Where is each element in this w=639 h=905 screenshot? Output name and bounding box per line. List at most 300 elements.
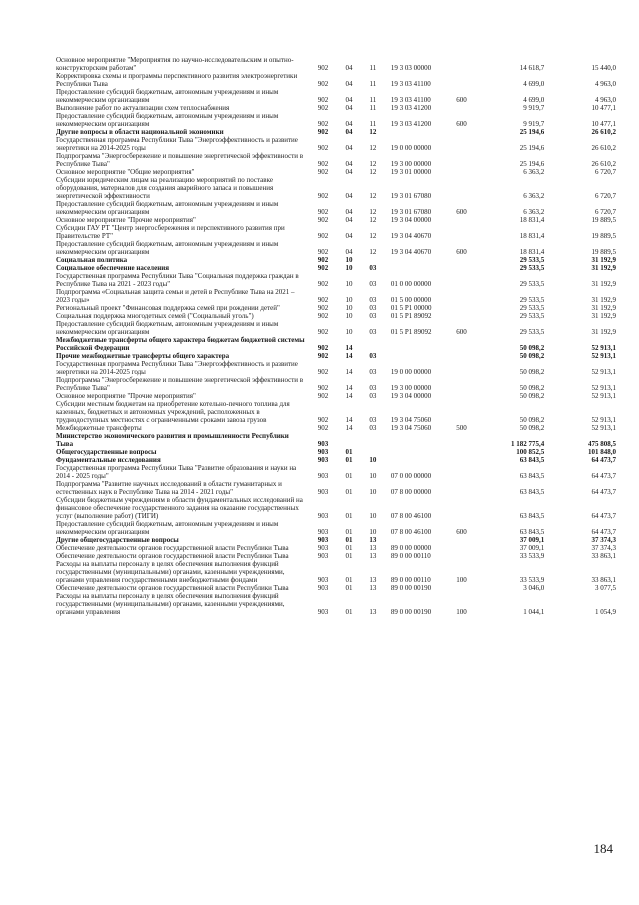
row-name: Министерство экономического развития и промышленности Республики Тыва xyxy=(56,432,289,448)
table-row xyxy=(56,592,616,616)
section-code: 04 xyxy=(345,208,353,216)
section-code: 14 xyxy=(345,384,353,392)
grbs-code: 902 xyxy=(317,120,329,128)
table-row xyxy=(56,72,616,88)
subsection-code: 13 xyxy=(369,608,377,616)
amount-year-2: 10 477,1 xyxy=(591,104,616,112)
amount-year-1: 33 533,9 xyxy=(519,576,545,584)
table-row xyxy=(56,128,616,136)
row-name: Предоставление субсидий бюджетным, автономным учреждениям и иным некоммерческим организациям xyxy=(56,200,279,216)
table-row xyxy=(56,496,616,520)
amount-year-1: 6 363,2 xyxy=(523,192,545,200)
section-code: 04 xyxy=(345,96,353,104)
row-name: Фундаментальные исследования xyxy=(56,456,161,464)
amount-year-1: 50 098,2 xyxy=(519,368,545,376)
section-code: 04 xyxy=(345,232,353,240)
grbs-code: 902 xyxy=(317,80,329,88)
table-row xyxy=(56,272,616,288)
subsection-code: 11 xyxy=(369,120,377,128)
amount-year-2: 31 192,9 xyxy=(591,256,616,264)
grbs-code: 902 xyxy=(317,280,329,288)
row-name: Субсидии местным бюджетам на приобретение котельно-печного топлива для казенных, бюджетных и автономных учреждений, расположенных в труднодоступных местностях с ограниченными сроками завоза грузов xyxy=(56,400,290,424)
row-name: Подпрограмма "Энергосбережение и повышение энергетической эффективности в Республике Тыва" xyxy=(56,152,304,168)
grbs-code: 902 xyxy=(317,192,329,200)
grbs-code: 903 xyxy=(317,608,329,616)
section-code: 10 xyxy=(345,304,353,312)
amount-year-2: 6 720,7 xyxy=(594,208,616,216)
table-row xyxy=(56,520,616,536)
grbs-code: 903 xyxy=(317,528,329,536)
amount-year-1: 100 852,5 xyxy=(516,448,545,456)
section-code: 01 xyxy=(345,528,353,536)
subsection-code: 10 xyxy=(369,488,377,496)
table-row xyxy=(56,88,616,104)
amount-year-2: 101 848,0 xyxy=(587,448,616,456)
target-article-code: 19 3 00 00000 xyxy=(390,384,432,392)
target-article-code: 07 0 00 00000 xyxy=(390,472,432,480)
amount-year-2: 26 610,2 xyxy=(591,144,616,152)
section-code: 04 xyxy=(345,168,353,176)
section-code: 01 xyxy=(345,576,353,584)
subsection-code: 12 xyxy=(369,144,377,152)
grbs-code: 903 xyxy=(317,456,329,464)
section-code: 04 xyxy=(345,216,353,224)
grbs-code: 902 xyxy=(317,304,329,312)
table-row xyxy=(56,560,616,584)
amount-year-1: 37 009,1 xyxy=(519,536,545,544)
subsection-code: 11 xyxy=(369,80,377,88)
amount-year-1: 50 098,2 xyxy=(519,352,545,360)
section-code: 04 xyxy=(345,248,353,256)
amount-year-2: 10 477,1 xyxy=(591,120,616,128)
amount-year-2: 64 473,7 xyxy=(591,512,616,520)
amount-year-1: 63 843,5 xyxy=(519,488,545,496)
amount-year-1: 18 831,4 xyxy=(519,248,545,256)
amount-year-1: 63 843,5 xyxy=(519,512,545,520)
subsection-code: 03 xyxy=(369,304,377,312)
section-code: 01 xyxy=(345,536,353,544)
expense-type-code: 100 xyxy=(456,608,467,616)
amount-year-1: 1 044,1 xyxy=(523,608,545,616)
target-article-code: 89 0 00 00190 xyxy=(390,608,432,616)
grbs-code: 903 xyxy=(317,576,329,584)
table-row xyxy=(56,448,616,456)
table-row xyxy=(56,536,616,544)
subsection-code: 10 xyxy=(369,456,377,464)
target-article-code: 19 3 04 40670 xyxy=(390,232,432,240)
subsection-code: 12 xyxy=(369,216,377,224)
target-article-code: 07 8 00 46100 xyxy=(390,528,432,536)
grbs-code: 902 xyxy=(317,216,329,224)
amount-year-2: 31 192,9 xyxy=(591,264,616,272)
amount-year-2: 64 473,7 xyxy=(591,488,616,496)
section-code: 01 xyxy=(345,552,353,560)
target-article-code: 89 0 00 00000 xyxy=(390,544,432,552)
amount-year-2: 26 610,2 xyxy=(591,160,616,168)
target-article-code: 01 5 00 00000 xyxy=(390,296,432,304)
target-article-code: 19 3 03 41200 xyxy=(390,120,432,128)
row-name: Выполнение работ по актуализации схем теплоснабжения xyxy=(56,104,230,112)
table-row xyxy=(56,304,616,312)
amount-year-1: 25 194,6 xyxy=(519,128,545,136)
section-code: 01 xyxy=(345,456,353,464)
table-row xyxy=(56,136,616,152)
row-name: Государственная программа Республики Тыва "Социальная поддержка граждан в Республике Тыва на 2021 - 2023 годы" xyxy=(56,272,299,288)
section-code: 10 xyxy=(345,312,353,320)
grbs-code: 902 xyxy=(317,352,329,360)
subsection-code: 10 xyxy=(369,472,377,480)
grbs-code: 902 xyxy=(317,248,329,256)
expense-type-code: 600 xyxy=(456,528,467,536)
row-name: Предоставление субсидий бюджетным, автономным учреждениям и иным некоммерческим организациям xyxy=(56,240,279,256)
grbs-code: 902 xyxy=(317,160,329,168)
target-article-code: 01 5 P1 89092 xyxy=(390,328,432,336)
amount-year-1: 18 831,4 xyxy=(519,216,545,224)
subsection-code: 03 xyxy=(369,328,377,336)
target-article-code: 89 0 00 00110 xyxy=(390,552,431,560)
row-name: Региональный проект "Финансовая поддержка семей при рождении детей" xyxy=(56,304,280,312)
table-row xyxy=(56,200,616,216)
page-number: 184 xyxy=(593,841,613,856)
amount-year-1: 50 098,2 xyxy=(519,392,545,400)
table-row xyxy=(56,424,616,432)
subsection-code: 13 xyxy=(369,536,377,544)
subsection-code: 03 xyxy=(369,296,377,304)
amount-year-2: 33 863,1 xyxy=(591,552,616,560)
table-row xyxy=(56,392,616,400)
row-name: Обеспечение деятельности органов государственной власти Республики Тыва xyxy=(56,584,289,592)
target-article-code: 19 3 04 00000 xyxy=(390,392,432,400)
amount-year-1: 4 699,0 xyxy=(523,96,545,104)
amount-year-2: 64 473,7 xyxy=(591,472,616,480)
grbs-code: 902 xyxy=(317,328,329,336)
expense-type-code: 600 xyxy=(456,248,467,256)
table-row xyxy=(56,104,616,112)
amount-year-2: 31 192,9 xyxy=(591,328,616,336)
table-row xyxy=(56,288,616,304)
row-name: Социальное обеспечение населения xyxy=(56,264,170,272)
row-name: Другие вопросы в области национальной экономики xyxy=(56,128,224,136)
row-name: Предоставление субсидий бюджетным, автономным учреждениям и иным некоммерческим организациям xyxy=(56,320,279,336)
subsection-code: 03 xyxy=(369,424,377,432)
amount-year-1: 50 098,2 xyxy=(519,384,545,392)
section-code: 04 xyxy=(345,160,353,168)
table-row xyxy=(56,544,616,552)
grbs-code: 902 xyxy=(317,64,329,72)
target-article-code: 19 3 04 75060 xyxy=(390,416,432,424)
subsection-code: 12 xyxy=(369,192,377,200)
subsection-code: 03 xyxy=(369,392,377,400)
table-row xyxy=(56,584,616,592)
subsection-code: 12 xyxy=(369,232,377,240)
amount-year-2: 52 913,1 xyxy=(591,416,616,424)
subsection-code: 12 xyxy=(369,168,377,176)
expense-type-code: 100 xyxy=(456,576,467,584)
section-code: 04 xyxy=(345,120,353,128)
grbs-code: 902 xyxy=(317,144,329,152)
subsection-code: 10 xyxy=(369,512,377,520)
target-article-code: 19 3 01 00000 xyxy=(390,168,432,176)
amount-year-1: 6 363,2 xyxy=(523,168,545,176)
grbs-code: 902 xyxy=(317,168,329,176)
grbs-code: 902 xyxy=(317,368,329,376)
row-name: Подпрограмма "Развитие научных исследований в области гуманитарных и естественных наук в Республике Тыва на 2014 - 2021 годы" xyxy=(56,480,282,496)
subsection-code: 03 xyxy=(369,352,377,360)
amount-year-2: 19 889,5 xyxy=(591,232,616,240)
target-article-code: 19 3 04 00000 xyxy=(390,216,432,224)
target-article-code: 19 3 03 00000 xyxy=(390,64,432,72)
row-name: Общегосударственные вопросы xyxy=(56,448,157,456)
target-article-code: 19 3 03 41200 xyxy=(390,104,432,112)
section-code: 01 xyxy=(345,472,353,480)
grbs-code: 903 xyxy=(317,584,329,592)
row-name: Предоставление субсидий бюджетным, автономным учреждениям и иным некоммерческим организациям xyxy=(56,520,279,536)
grbs-code: 902 xyxy=(317,296,329,304)
row-name: Подпрограмма «Социальная защита семьи и детей в Республике Тыва на 2021 – 2023 годы» xyxy=(56,288,295,304)
amount-year-1: 29 533,5 xyxy=(519,296,545,304)
grbs-code: 903 xyxy=(317,536,329,544)
row-name: Субсидии ГАУ РТ "Центр энергосбережения и перспективного развития при Правительстве РТ" xyxy=(56,224,285,240)
amount-year-2: 37 374,3 xyxy=(591,544,616,552)
section-code: 04 xyxy=(345,80,353,88)
amount-year-2: 52 913,1 xyxy=(591,392,616,400)
amount-year-1: 50 098,2 xyxy=(519,416,545,424)
amount-year-1: 33 533,9 xyxy=(519,552,545,560)
amount-year-1: 50 098,2 xyxy=(519,344,545,352)
section-code: 14 xyxy=(345,392,353,400)
expense-type-code: 600 xyxy=(456,208,467,216)
row-name: Основное мероприятие "Прочие мероприятия" xyxy=(56,392,196,400)
table-row xyxy=(56,480,616,496)
target-article-code: 19 3 01 67080 xyxy=(390,192,432,200)
table-row xyxy=(56,320,616,336)
table-row xyxy=(56,240,616,256)
amount-year-2: 6 720,7 xyxy=(594,168,616,176)
amount-year-1: 25 194,6 xyxy=(519,160,545,168)
amount-year-2: 3 077,5 xyxy=(594,584,616,592)
subsection-code: 11 xyxy=(369,64,377,72)
section-code: 04 xyxy=(345,64,353,72)
row-name: Межбюджетные трансферты xyxy=(56,424,142,432)
section-code: 10 xyxy=(345,264,353,272)
row-name: Основное мероприятие "Прочие мероприятия" xyxy=(56,216,196,224)
grbs-code: 902 xyxy=(317,392,329,400)
row-name: Корректировка схемы и программы перспективного развития электроэнергетики Республики Тыва xyxy=(56,72,298,88)
subsection-code: 10 xyxy=(369,528,377,536)
grbs-code: 903 xyxy=(317,440,329,448)
row-name: Социальная политика xyxy=(56,256,128,264)
expense-type-code: 500 xyxy=(456,424,467,432)
table-row xyxy=(56,464,616,480)
amount-year-1: 18 831,4 xyxy=(519,232,545,240)
amount-year-1: 29 533,5 xyxy=(519,328,545,336)
row-name: Предоставление субсидий бюджетным, автономным учреждениям и иным некоммерческим организациям xyxy=(56,112,279,128)
amount-year-2: 4 963,0 xyxy=(594,96,616,104)
subsection-code: 03 xyxy=(369,280,377,288)
table-row xyxy=(56,176,616,200)
target-article-code: 19 0 00 00000 xyxy=(390,368,432,376)
target-article-code: 89 0 00 00190 xyxy=(390,584,432,592)
grbs-code: 902 xyxy=(317,128,329,136)
grbs-code: 902 xyxy=(317,264,329,272)
grbs-code: 902 xyxy=(317,208,329,216)
section-code: 04 xyxy=(345,192,353,200)
expense-type-code: 600 xyxy=(456,120,467,128)
grbs-code: 902 xyxy=(317,104,329,112)
subsection-code: 03 xyxy=(369,416,377,424)
subsection-code: 13 xyxy=(369,584,377,592)
row-name: Расходы на выплаты персоналу в целях обеспечения выполнения функций государственными (муниципальными) органами, казенными учреждениями, органами управления xyxy=(56,592,285,616)
section-code: 01 xyxy=(345,448,353,456)
amount-year-2: 52 913,1 xyxy=(591,368,616,376)
row-name: Государственная программа Республики Тыва "Энергоэффективность и развитие энергетики на 2014-2025 годы xyxy=(56,360,298,376)
amount-year-2: 52 913,1 xyxy=(591,384,616,392)
amount-year-1: 37 009,1 xyxy=(519,544,545,552)
row-name: Социальная поддержка многодетных семей ("Социальный уголь") xyxy=(56,312,254,320)
expense-type-code: 600 xyxy=(456,328,467,336)
table-row xyxy=(56,224,616,240)
table-row xyxy=(56,400,616,424)
row-name: Субсидии юридическим лицам на реализацию мероприятий по поставке оборудования, материалов для создания аварийного запаса и повышения энергетической эффективности xyxy=(56,176,274,200)
target-article-code: 19 3 03 41100 xyxy=(390,96,431,104)
amount-year-1: 1 182 775,4 xyxy=(511,440,545,448)
amount-year-1: 9 919,7 xyxy=(523,120,545,128)
target-article-code: 19 3 04 40670 xyxy=(390,248,432,256)
amount-year-1: 25 194,6 xyxy=(519,144,545,152)
section-code: 01 xyxy=(345,488,353,496)
amount-year-1: 50 098,2 xyxy=(519,424,545,432)
grbs-code: 902 xyxy=(317,256,329,264)
target-article-code: 01 0 00 00000 xyxy=(390,280,432,288)
amount-year-2: 31 192,9 xyxy=(591,304,616,312)
subsection-code: 03 xyxy=(369,312,377,320)
amount-year-2: 64 473,7 xyxy=(591,456,616,464)
section-code: 14 xyxy=(345,416,353,424)
amount-year-2: 4 963,0 xyxy=(594,80,616,88)
amount-year-1: 63 843,5 xyxy=(519,456,545,464)
section-code: 10 xyxy=(345,256,353,264)
amount-year-2: 26 610,2 xyxy=(591,128,616,136)
amount-year-2: 15 440,0 xyxy=(591,64,616,72)
budget-table xyxy=(56,56,616,616)
table-row xyxy=(56,376,616,392)
target-article-code: 19 3 03 41100 xyxy=(390,80,431,88)
grbs-code: 902 xyxy=(317,232,329,240)
table-row xyxy=(56,152,616,168)
row-name: Расходы на выплаты персоналу в целях обеспечения выполнения функций государственными (муниципальными) органами, казенными учреждениями, органами управления государственными внебюджетными фондами xyxy=(56,560,285,584)
target-article-code: 01 5 P1 00000 xyxy=(390,304,432,312)
section-code: 14 xyxy=(345,368,353,376)
table-row xyxy=(56,256,616,264)
amount-year-2: 31 192,9 xyxy=(591,312,616,320)
row-name: Обеспечение деятельности органов государственной власти Республики Тыва xyxy=(56,552,289,560)
amount-year-2: 33 863,1 xyxy=(591,576,616,584)
row-name: Обеспечение деятельности органов государственной власти Республики Тыва xyxy=(56,544,289,552)
amount-year-1: 4 699,0 xyxy=(523,80,545,88)
row-name: Подпрограмма "Энергосбережение и повышение энергетической эффективности в Республике Тыва" xyxy=(56,376,304,392)
section-code: 14 xyxy=(345,352,353,360)
section-code: 04 xyxy=(345,144,353,152)
row-name: Другие общегосударственные вопросы xyxy=(56,536,179,544)
grbs-code: 902 xyxy=(317,424,329,432)
subsection-code: 11 xyxy=(369,104,377,112)
amount-year-1: 3 046,0 xyxy=(523,584,545,592)
grbs-code: 902 xyxy=(317,344,329,352)
target-article-code: 89 0 00 00110 xyxy=(390,576,431,584)
row-name: Межбюджетные трансферты общего характера бюджетам бюджетной системы Российской Федерации xyxy=(56,336,305,352)
grbs-code: 903 xyxy=(317,448,329,456)
table-row xyxy=(56,312,616,320)
subsection-code: 12 xyxy=(369,160,377,168)
section-code: 10 xyxy=(345,328,353,336)
amount-year-2: 6 720,7 xyxy=(594,192,616,200)
amount-year-2: 31 192,9 xyxy=(591,296,616,304)
amount-year-2: 37 374,3 xyxy=(591,536,616,544)
target-article-code: 07 8 00 00000 xyxy=(390,488,432,496)
amount-year-1: 29 533,5 xyxy=(519,256,545,264)
subsection-code: 12 xyxy=(369,128,377,136)
table-row xyxy=(56,168,616,176)
table-row xyxy=(56,264,616,272)
subsection-code: 13 xyxy=(369,576,377,584)
section-code: 01 xyxy=(345,584,353,592)
subsection-code: 13 xyxy=(369,544,377,552)
target-article-code: 19 0 00 00000 xyxy=(390,144,432,152)
amount-year-1: 29 533,5 xyxy=(519,304,545,312)
grbs-code: 902 xyxy=(317,312,329,320)
amount-year-1: 14 618,7 xyxy=(519,64,545,72)
row-name: Прочие межбюджетные трансферты общего характера xyxy=(56,352,230,360)
row-name: Государственная программа Республики Тыва "Энергоэффективность и развитие энергетики на 2014-2025 годы xyxy=(56,136,298,152)
expense-type-code: 600 xyxy=(456,96,467,104)
section-code: 04 xyxy=(345,128,353,136)
amount-year-2: 64 473,7 xyxy=(591,528,616,536)
subsection-code: 13 xyxy=(369,552,377,560)
amount-year-1: 9 919,7 xyxy=(523,104,545,112)
amount-year-2: 1 054,9 xyxy=(594,608,616,616)
table-row xyxy=(56,432,616,448)
target-article-code: 01 5 P1 89092 xyxy=(390,312,432,320)
table-row xyxy=(56,336,616,352)
amount-year-2: 52 913,1 xyxy=(591,344,616,352)
section-code: 10 xyxy=(345,296,353,304)
section-code: 10 xyxy=(345,280,353,288)
amount-year-2: 475 808,5 xyxy=(587,440,616,448)
grbs-code: 903 xyxy=(317,552,329,560)
row-name: Основное мероприятие "Общие мероприятия" xyxy=(56,168,195,176)
amount-year-2: 31 192,9 xyxy=(591,280,616,288)
row-name: Субсидии бюджетным учреждениям в области фундаментальных исследований на финансовое обеспечение государственного задания на оказание государственных услуг (выполнение работ) (ТИГИ) xyxy=(56,496,303,520)
amount-year-1: 29 533,5 xyxy=(519,264,545,272)
grbs-code: 902 xyxy=(317,416,329,424)
subsection-code: 12 xyxy=(369,208,377,216)
table-row xyxy=(56,456,616,464)
section-code: 04 xyxy=(345,104,353,112)
row-name: Предоставление субсидий бюджетным, автономным учреждениям и иным некоммерческим организациям xyxy=(56,88,279,104)
table-row xyxy=(56,352,616,360)
section-code: 14 xyxy=(345,424,353,432)
grbs-code: 902 xyxy=(317,384,329,392)
amount-year-2: 19 889,5 xyxy=(591,248,616,256)
subsection-code: 11 xyxy=(369,96,377,104)
section-code: 14 xyxy=(345,344,353,352)
table-row xyxy=(56,360,616,376)
subsection-code: 03 xyxy=(369,264,377,272)
row-name: Основное мероприятие "Мероприятия по научно-исследовательским и опытно-конструкторским работам" xyxy=(56,56,294,72)
grbs-code: 903 xyxy=(317,544,329,552)
amount-year-2: 19 889,5 xyxy=(591,216,616,224)
table-row xyxy=(56,112,616,128)
